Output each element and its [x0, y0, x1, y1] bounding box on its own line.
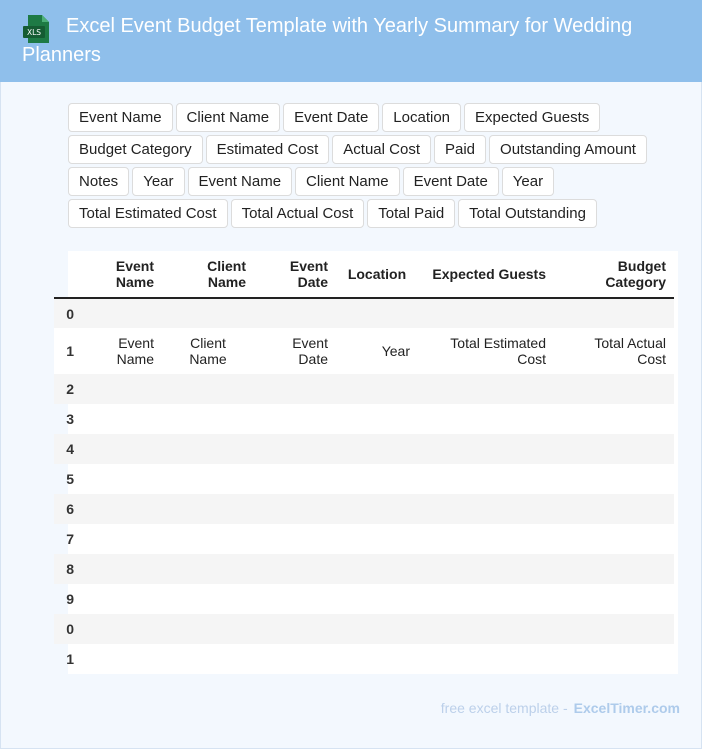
table-cell	[418, 644, 554, 674]
table-cell	[336, 614, 418, 644]
footer-text: free excel template -	[440, 700, 568, 716]
table-row	[54, 404, 674, 434]
field-tag[interactable]: Budget Category	[68, 135, 203, 164]
table-cell	[254, 298, 336, 328]
table-row	[54, 554, 674, 584]
table-cell	[254, 644, 336, 674]
table-cell	[254, 524, 336, 554]
field-tag[interactable]: Estimated Cost	[206, 135, 330, 164]
table-cell	[76, 374, 162, 404]
table-cell	[336, 374, 418, 404]
table-cell	[336, 298, 418, 328]
field-tag[interactable]: Actual Cost	[332, 135, 431, 164]
table-cell	[254, 464, 336, 494]
field-tag[interactable]: Total Paid	[367, 199, 455, 228]
table-cell	[554, 434, 674, 464]
summary-cell: Client Name	[189, 335, 227, 367]
row-number: 9	[66, 591, 74, 607]
budget-table	[54, 251, 674, 674]
table-cell	[336, 494, 418, 524]
column-header: Budget Category	[554, 251, 674, 298]
table-cell	[418, 374, 554, 404]
column-header: Event Name	[76, 251, 162, 298]
field-tag[interactable]: Event Name	[68, 103, 173, 132]
table-cell	[336, 434, 418, 464]
table-cell	[76, 298, 162, 328]
table-cell	[336, 584, 418, 614]
summary-cell: Total Actual Cost	[594, 335, 666, 367]
table-cell	[254, 434, 336, 464]
summary-cell: Total Estimated Cost	[450, 335, 546, 367]
field-tag[interactable]: Client Name	[295, 167, 400, 196]
row-number: 0	[66, 621, 74, 637]
row-number: 1	[66, 343, 74, 359]
row-number: 2	[66, 381, 74, 397]
row-number: 4	[66, 441, 74, 457]
table-row	[54, 584, 674, 614]
field-tag[interactable]: Event Date	[283, 103, 379, 132]
table-cell	[254, 614, 336, 644]
table-cell	[76, 434, 162, 464]
field-tag[interactable]: Notes	[68, 167, 129, 196]
table-cell	[336, 404, 418, 434]
row-number: 1	[66, 651, 74, 667]
field-tag[interactable]: Event Date	[403, 167, 499, 196]
column-header: Event Date	[254, 251, 336, 298]
table-cell	[418, 298, 554, 328]
footer-brand-link[interactable]: ExcelTimer.com	[573, 700, 680, 716]
field-tag[interactable]: Total Actual Cost	[231, 199, 365, 228]
field-tag[interactable]: Outstanding Amount	[489, 135, 647, 164]
table-cell	[418, 524, 554, 554]
table-cell	[76, 584, 162, 614]
row-number-header	[54, 251, 76, 298]
field-tag[interactable]: Client Name	[176, 103, 281, 132]
table-cell	[554, 298, 674, 328]
field-tag[interactable]: Total Outstanding	[458, 199, 597, 228]
excel-file-icon-label: XLS	[26, 28, 42, 37]
table-cell	[554, 554, 674, 584]
table-cell	[554, 464, 674, 494]
table-row	[54, 434, 674, 464]
table-row	[54, 464, 674, 494]
summary-cell: Year	[381, 343, 410, 359]
table-cell	[418, 434, 554, 464]
row-number: 6	[66, 501, 74, 517]
field-tag[interactable]: Location	[382, 103, 461, 132]
table-cell	[162, 644, 254, 674]
tag-row	[68, 135, 668, 164]
table-cell	[162, 298, 254, 328]
table-cell	[76, 554, 162, 584]
table-cell	[162, 464, 254, 494]
table-cell	[418, 404, 554, 434]
field-tag[interactable]: Year	[132, 167, 184, 196]
table-cell	[162, 614, 254, 644]
field-tag[interactable]: Total Estimated Cost	[68, 199, 228, 228]
table-cell	[254, 494, 336, 524]
table-cell	[554, 374, 674, 404]
field-tag[interactable]: Year	[502, 167, 554, 196]
table-cell	[76, 464, 162, 494]
field-tag[interactable]: Expected Guests	[464, 103, 600, 132]
footer-credit	[441, 700, 680, 716]
table-cell	[254, 554, 336, 584]
tag-row	[68, 199, 668, 228]
table-cell	[162, 584, 254, 614]
table-row	[54, 644, 674, 674]
spreadsheet-preview	[68, 251, 678, 674]
summary-cell: Event Date	[292, 335, 328, 367]
table-row	[54, 374, 674, 404]
table-cell	[76, 644, 162, 674]
table-cell	[162, 494, 254, 524]
table-cell	[554, 644, 674, 674]
header-banner	[0, 0, 702, 82]
table-row	[54, 524, 674, 554]
column-header: Expected Guests	[418, 251, 554, 298]
table-cell	[418, 494, 554, 524]
table-cell	[336, 464, 418, 494]
table-cell	[76, 494, 162, 524]
table-cell	[254, 404, 336, 434]
page-title: Excel Event Budget Template with Yearly Summary for Wedding Planners	[22, 15, 633, 66]
table-cell	[554, 614, 674, 644]
table-cell	[254, 374, 336, 404]
table-row	[54, 614, 674, 644]
table-cell	[254, 584, 336, 614]
table-cell	[162, 554, 254, 584]
table-cell	[418, 584, 554, 614]
summary-header-row	[54, 328, 674, 374]
column-header: Location	[336, 251, 418, 298]
row-number: 5	[66, 471, 74, 487]
table-header-row	[54, 251, 674, 298]
tag-row	[68, 103, 668, 132]
row-number: 0	[66, 305, 74, 322]
field-tag[interactable]: Event Name	[188, 167, 293, 196]
row-number: 8	[66, 561, 74, 577]
table-cell	[162, 524, 254, 554]
table-cell	[554, 584, 674, 614]
table-cell	[76, 524, 162, 554]
table-cell	[554, 494, 674, 524]
table-cell	[336, 644, 418, 674]
table-cell	[162, 374, 254, 404]
tag-row	[68, 167, 668, 196]
table-cell	[418, 464, 554, 494]
row-number: 3	[66, 411, 74, 427]
table-cell	[162, 434, 254, 464]
table-cell	[418, 614, 554, 644]
table-cell	[76, 404, 162, 434]
field-tag[interactable]: Paid	[434, 135, 486, 164]
table-cell	[162, 404, 254, 434]
field-tag-list	[68, 103, 668, 231]
table-cell	[418, 554, 554, 584]
table-cell	[554, 524, 674, 554]
table-row	[54, 494, 674, 524]
table-cell	[336, 524, 418, 554]
table-cell	[554, 404, 674, 434]
table-row	[54, 298, 674, 328]
table-cell	[336, 554, 418, 584]
row-number: 7	[66, 531, 74, 547]
summary-cell: Event Name	[116, 335, 154, 367]
column-header: Client Name	[162, 251, 254, 298]
table-cell	[76, 614, 162, 644]
